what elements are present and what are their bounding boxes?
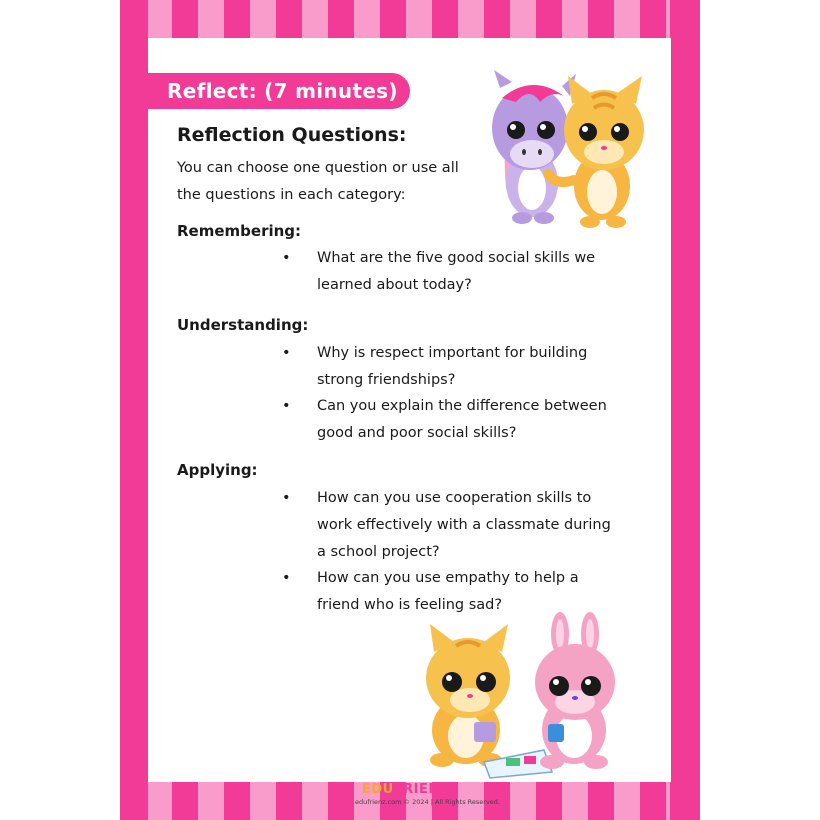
bullet-icon: •: [282, 250, 291, 266]
question-item: [282, 245, 622, 299]
rabbit-icon: [535, 612, 615, 769]
category-remembering: Remembering:: [177, 222, 302, 240]
bullet-icon: •: [282, 490, 291, 506]
question-item: [282, 485, 622, 566]
frame-left-border: [120, 0, 148, 820]
question-text: Can you explain the difference between good and poor social skills?: [317, 398, 607, 441]
bullet-icon: •: [282, 398, 291, 414]
bullet-icon: •: [282, 345, 291, 361]
frame-right-border: [670, 0, 700, 820]
cat-and-rabbit-puzzle-illustration: [414, 612, 620, 780]
question-item: [282, 340, 622, 394]
question-text: How can you use empathy to help a friend who is feeling sad?: [317, 570, 579, 613]
bullet-icon: •: [282, 570, 291, 586]
cat-icon: [548, 76, 644, 228]
unicorn-and-cat-illustration: [482, 68, 658, 234]
question-text: What are the five good social skills we learned about today?: [317, 250, 596, 293]
category-understanding: Understanding:: [177, 316, 309, 334]
logo-part-2: FRIENZ: [393, 782, 450, 797]
page-heading: Reflection Questions:: [177, 124, 407, 146]
question-text: Why is respect important for building strong friendships?: [317, 345, 588, 388]
question-item: [282, 565, 622, 619]
reflect-banner: Reflect: (7 minutes): [145, 73, 410, 109]
logo-part-1: EDU: [362, 782, 394, 797]
cat-icon: [426, 624, 510, 767]
category-applying: Applying:: [177, 461, 258, 479]
footer-copyright: edufrienz.com © 2024 | All Rights Reserved.: [355, 798, 500, 806]
question-item: [282, 393, 622, 447]
question-text: How can you use cooperation skills to work effectively with a classmate during a school project?: [317, 490, 611, 560]
edufrienz-logo: [362, 782, 450, 797]
intro-text: You can choose one question or use all the questions in each category:: [177, 160, 459, 203]
unicorn-icon: [492, 70, 576, 224]
